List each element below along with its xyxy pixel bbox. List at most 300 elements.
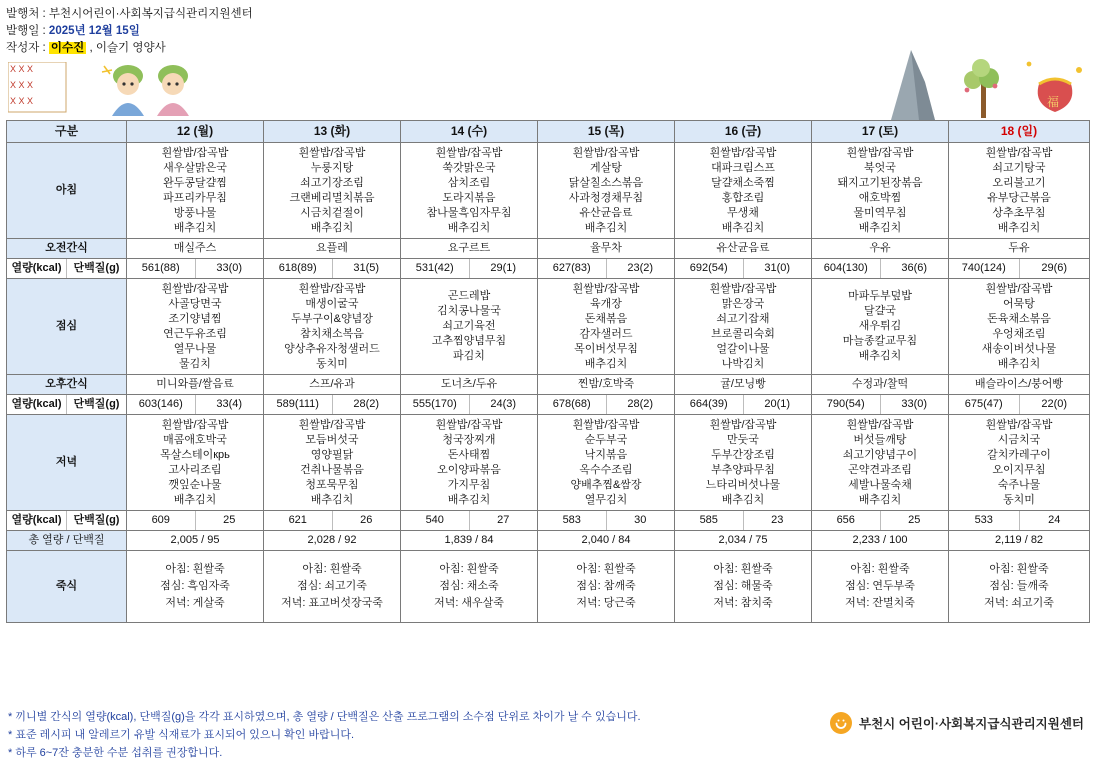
menu-line: 고사리조림	[168, 463, 222, 476]
afternoon-snack-day-2: 도너츠/두유	[401, 375, 538, 395]
porridge-day-2	[401, 551, 538, 623]
morning-snack-day-5: 우유	[812, 239, 949, 259]
header-day-2: 14 (수)	[401, 121, 538, 143]
menu-line: 무생채	[727, 206, 759, 219]
energy-value: 609	[127, 511, 196, 530]
menu-line: 돈채볶음	[584, 312, 628, 325]
afternoon-snack-day-3: 찐밤/호박죽	[538, 375, 675, 395]
dinner-day-6	[949, 415, 1090, 511]
menu-line: 배추김치	[310, 493, 354, 506]
menu-line: 양상추유자청샐러드	[284, 342, 380, 355]
lunch-nutrition-day-0	[127, 395, 264, 415]
energy-value: 604(130)	[812, 259, 881, 278]
menu-line: 저녁: 잔멸치죽	[845, 597, 915, 609]
menu-line: 도라지볶음	[442, 191, 496, 204]
menu-line: 방풍나물	[173, 206, 217, 219]
menu-line: 배추김치	[310, 221, 354, 234]
children-illustration	[8, 62, 228, 118]
total-day-6: 2,119 / 82	[949, 531, 1090, 551]
menu-line: 점심: 참깨죽	[576, 580, 636, 592]
dinner-day-3	[538, 415, 675, 511]
menu-line: 건취나물볶음	[300, 463, 364, 476]
total-day-1: 2,028 / 92	[264, 531, 401, 551]
menu-line: 감자샐러드	[579, 327, 633, 340]
total-day-0: 2,005 / 95	[127, 531, 264, 551]
menu-line: 사골당면국	[168, 297, 222, 310]
breakfast-nutrition-day-5	[812, 259, 949, 279]
protein-value: 33(0)	[216, 262, 243, 274]
kcal-label-energy: 열량(kcal)	[7, 259, 67, 278]
menu-line: 매콤애호박국	[163, 433, 227, 446]
kcal-label-protein: 단백질(g)	[73, 262, 120, 274]
issuer-author-rest: , 이슬기 영양사	[89, 42, 166, 54]
lunch-day-6	[949, 279, 1090, 375]
menu-line: 흰쌀밥/잡곡밥	[985, 146, 1053, 159]
menu-line: 아침: 흰쌀죽	[165, 563, 225, 575]
porridge-day-3	[538, 551, 675, 623]
issuer-author-highlight: 이수진	[50, 42, 85, 54]
menu-line: 모듬버섯국	[305, 433, 359, 446]
breakfast-day-1	[264, 143, 401, 239]
menu-line: 나박김치	[721, 357, 765, 370]
breakfast-nutrition-day-1	[264, 259, 401, 279]
smile-icon	[830, 712, 852, 734]
porridge-row	[7, 551, 1090, 623]
dinner-nutrition-day-5	[812, 511, 949, 531]
menu-line: 파김치	[453, 350, 485, 362]
organization-name: 부천시 어린이·사회복지급식관리지원센터	[859, 717, 1084, 731]
protein-value: 29(6)	[1041, 262, 1068, 274]
menu-line: 상추초무침	[992, 206, 1046, 219]
menu-line: 오이양파볶음	[437, 463, 501, 476]
menu-line: 쇠고기양념구이	[842, 448, 918, 461]
menu-line: 연근두유조림	[163, 327, 227, 340]
breakfast-day-0	[127, 143, 264, 239]
header-day-3: 15 (목)	[538, 121, 675, 143]
dinner-row	[7, 415, 1090, 511]
menu-line: 물김치	[179, 357, 211, 370]
menu-line: 아침: 흰쌀죽	[989, 563, 1049, 575]
protein-value: 30	[634, 514, 647, 526]
porridge-day-0	[127, 551, 264, 623]
svg-text:福: 福	[1047, 95, 1060, 109]
total-row	[7, 531, 1090, 551]
menu-line: 두부구이&양념장	[291, 312, 373, 325]
menu-line: 흰쌀밥/잡곡밥	[435, 146, 503, 159]
page-footer	[8, 708, 1088, 762]
menu-line: 배추김치	[584, 221, 628, 234]
menu-line: 아침: 흰쌀죽	[850, 563, 910, 575]
row-label-lunch: 점심	[7, 279, 127, 375]
menu-line: 흰쌀밥/잡곡밥	[298, 146, 366, 159]
menu-line: 숙주나물	[997, 478, 1041, 491]
kcal-label-energy-lunch: 열량(kcal)	[7, 395, 67, 414]
protein-value: 29(1)	[490, 262, 517, 274]
issuer-date-label: 발행일 :	[6, 25, 46, 37]
lunch-nutrition-row	[7, 395, 1090, 415]
menu-line: 세발나물숙채	[848, 478, 912, 491]
menu-line: 흰쌀밥/잡곡밥	[846, 418, 914, 431]
menu-line: 저녁: 게살죽	[165, 597, 225, 609]
total-day-3: 2,040 / 84	[538, 531, 675, 551]
lunch-nutrition-day-5	[812, 395, 949, 415]
menu-line: 옥수수조림	[579, 463, 633, 476]
issuer-info	[6, 6, 253, 57]
menu-line: 우엉채조림	[992, 327, 1046, 340]
issuer-publisher-label: 발행처 :	[6, 8, 46, 20]
menu-line: 오이지무침	[992, 463, 1046, 476]
energy-value: 585	[675, 511, 744, 530]
menu-line: 고추찜양념무침	[431, 335, 507, 347]
lunch-nutrition-day-1	[264, 395, 401, 415]
table-header-row	[7, 121, 1090, 143]
menu-line: 배추김치	[721, 493, 765, 506]
menu-line: 마늘종칼교무침	[842, 335, 918, 347]
dinner-nutrition-day-2	[401, 511, 538, 531]
menu-line: 새우살맑은국	[163, 161, 227, 174]
menu-line: 점심: 채소죽	[439, 580, 499, 592]
lunch-day-5	[812, 279, 949, 375]
menu-line: 저녁: 새우살죽	[434, 597, 504, 609]
menu-line: 목살스테이крь	[160, 448, 230, 461]
afternoon-snack-row	[7, 375, 1090, 395]
menu-line: 대파크림스프	[711, 161, 775, 174]
menu-line: 육개장	[590, 297, 622, 310]
porridge-day-1	[264, 551, 401, 623]
menu-line: 열무김치	[584, 493, 628, 506]
menu-line: 물미역무침	[853, 206, 907, 219]
protein-value: 36(6)	[901, 262, 928, 274]
breakfast-day-5	[812, 143, 949, 239]
protein-value: 31(0)	[764, 262, 791, 274]
breakfast-nutrition-day-3	[538, 259, 675, 279]
menu-line: 동치미	[316, 357, 348, 370]
energy-value: 589(111)	[264, 395, 333, 414]
protein-value: 33(0)	[901, 398, 928, 410]
dinner-day-1	[264, 415, 401, 511]
menu-line: 저녁: 참치죽	[713, 597, 773, 609]
new-year-illustration	[889, 34, 1089, 120]
energy-value: 664(39)	[675, 395, 744, 414]
dinner-nutrition-day-1	[264, 511, 401, 531]
breakfast-row	[7, 143, 1090, 239]
header-day-0: 12 (월)	[127, 121, 264, 143]
breakfast-nutrition-day-6	[949, 259, 1090, 279]
menu-line: 흰쌀밥/잡곡밥	[709, 146, 777, 159]
menu-line: 새우튀김	[858, 320, 902, 332]
menu-line: 달걀국	[864, 305, 896, 317]
protein-value: 25	[223, 514, 236, 526]
menu-line: 배추김치	[858, 350, 902, 362]
menu-line: 시금치국	[997, 433, 1041, 446]
energy-value: 678(68)	[538, 395, 607, 414]
breakfast-day-2	[401, 143, 538, 239]
energy-value: 603(146)	[127, 395, 196, 414]
afternoon-snack-day-6: 배슬라이스/붕어빵	[949, 375, 1090, 395]
protein-value: 22(0)	[1041, 398, 1068, 410]
issuer-line-date	[6, 23, 253, 40]
menu-line: 동치미	[1003, 493, 1035, 506]
energy-value: 533	[949, 511, 1020, 530]
row-label-afternoon-snack: 오후간식	[7, 375, 127, 395]
menu-line: 시금치겉절이	[300, 206, 364, 219]
svg-text:X X X: X X X	[10, 64, 34, 74]
menu-line: 어묵탕	[1003, 297, 1035, 310]
row-label-kcal-dinner	[7, 511, 127, 531]
breakfast-nutrition-row	[7, 259, 1090, 279]
menu-line: 흰쌀밥/잡곡밥	[709, 418, 777, 431]
menu-line: 청국장찌개	[442, 433, 496, 446]
menu-line: 배추김치	[858, 221, 902, 234]
footer-note-1: * 끼니별 간식의 열량(kcal), 단백질(g)을 각각 표시하였으며, 총 열량 / 단백질은 산출 프로그램의 소수점 단위로 차이가 날 수 있습니다.	[8, 711, 641, 723]
footer-note-2: * 표준 레시피 내 알레르기 유발 식재료가 표시되어 있으니 확인 바랍니다.	[8, 729, 355, 741]
header-day-1: 13 (화)	[264, 121, 401, 143]
menu-line: 열무나물	[173, 342, 217, 355]
issuer-author-label: 작성자 :	[6, 42, 46, 54]
menu-line: 양배추찜&쌈장	[570, 478, 642, 491]
menu-line: 매생이굴국	[305, 297, 359, 310]
menu-line: 오리불고기	[992, 176, 1046, 189]
dinner-nutrition-day-6	[949, 511, 1090, 531]
menu-line: 청포묵무침	[305, 478, 359, 491]
dinner-day-4	[675, 415, 812, 511]
header-day-5: 17 (토)	[812, 121, 949, 143]
menu-line: 애호박찜	[858, 191, 902, 204]
menu-line: 달걀채소죽찜	[711, 176, 775, 189]
morning-snack-row	[7, 239, 1090, 259]
porridge-day-4	[675, 551, 812, 623]
menu-line: 쑥갓맑은국	[442, 161, 496, 174]
row-label-morning-snack: 오전간식	[7, 239, 127, 259]
menu-line: 새송이버섯나물	[981, 342, 1057, 355]
menu-line: 마파두부덮밥	[848, 290, 912, 302]
menu-line: 배추김치	[173, 493, 217, 506]
breakfast-day-6	[949, 143, 1090, 239]
menu-line: 닭살칠소스볶음	[568, 176, 644, 189]
weekly-menu-table	[6, 120, 1090, 623]
menu-line: 흰쌀밥/잡곡밥	[161, 282, 229, 295]
menu-line: 쇠고기잡채	[716, 312, 770, 325]
protein-value: 23	[771, 514, 784, 526]
protein-value: 33(4)	[216, 398, 243, 410]
issuer-line-publisher	[6, 6, 253, 23]
porridge-day-5	[812, 551, 949, 623]
menu-line: 배추김치	[447, 221, 491, 234]
menu-line: 얼갈이나물	[716, 342, 770, 355]
menu-line: 유부당근볶음	[987, 191, 1051, 204]
protein-value: 20(1)	[764, 398, 791, 410]
protein-value: 28(2)	[627, 398, 654, 410]
dinner-nutrition-day-0	[127, 511, 264, 531]
row-label-dinner: 저녁	[7, 415, 127, 511]
breakfast-day-4	[675, 143, 812, 239]
dinner-day-5	[812, 415, 949, 511]
menu-line: 영양필닭	[310, 448, 354, 461]
energy-value: 790(54)	[812, 395, 881, 414]
menu-line: 흰쌀밥/잡곡밥	[572, 418, 640, 431]
energy-value: 540	[401, 511, 470, 530]
menu-line: 맑은장국	[721, 297, 765, 310]
menu-line: 느타리버섯나물	[705, 478, 781, 491]
energy-value: 561(88)	[127, 259, 196, 278]
issuer-date-value: 2025년 12월 15일	[48, 25, 140, 37]
menu-line: 점심: 연두부죽	[845, 580, 915, 592]
morning-snack-day-1: 요플레	[264, 239, 401, 259]
morning-snack-day-0: 매실주스	[127, 239, 264, 259]
breakfast-nutrition-day-0	[127, 259, 264, 279]
protein-value: 24(3)	[490, 398, 517, 410]
menu-line: 완두콩달걀찜	[163, 176, 227, 189]
issuer-line-author	[6, 40, 253, 57]
dinner-nutrition-day-3	[538, 511, 675, 531]
afternoon-snack-day-1: 스프/유과	[264, 375, 401, 395]
menu-line: 저녁: 표고버섯장국죽	[281, 597, 383, 609]
menu-line: 점심: 해물죽	[713, 580, 773, 592]
menu-line: 낙지볶음	[584, 448, 628, 461]
lunch-nutrition-day-6	[949, 395, 1090, 415]
menu-line: 흰쌀밥/잡곡밥	[572, 146, 640, 159]
menu-line: 흰쌀밥/잡곡밥	[298, 418, 366, 431]
menu-line: 저녁: 당근죽	[576, 597, 636, 609]
protein-value: 28(2)	[353, 398, 380, 410]
menu-line: 저녁: 쇠고기죽	[984, 597, 1054, 609]
dinner-nutrition-row	[7, 511, 1090, 531]
protein-value: 23(2)	[627, 262, 654, 274]
energy-value: 675(47)	[949, 395, 1020, 414]
menu-line: 조기양념찜	[168, 312, 222, 325]
lunch-nutrition-day-2	[401, 395, 538, 415]
menu-line: 배추김치	[858, 493, 902, 506]
energy-value: 740(124)	[949, 259, 1020, 278]
total-day-5: 2,233 / 100	[812, 531, 949, 551]
menu-line: 곤드레밥	[447, 290, 491, 302]
protein-value: 27	[497, 514, 510, 526]
energy-value: 627(83)	[538, 259, 607, 278]
kcal-label-protein-lunch: 단백질(g)	[73, 398, 120, 410]
page-header	[0, 0, 1095, 120]
menu-line: 돼지고기된장볶음	[837, 176, 923, 189]
kcal-label-energy-dinner: 열량(kcal)	[7, 511, 67, 530]
dinner-nutrition-day-4	[675, 511, 812, 531]
afternoon-snack-day-0: 미니와플/쌀음료	[127, 375, 264, 395]
menu-line: 북엇국	[864, 161, 896, 174]
total-day-4: 2,034 / 75	[675, 531, 812, 551]
header-day-4: 16 (금)	[675, 121, 812, 143]
menu-line: 목이버섯무침	[574, 342, 638, 355]
menu-line: 배추김치	[997, 221, 1041, 234]
menu-line: 배추김치	[997, 357, 1041, 370]
row-label-breakfast: 아침	[7, 143, 127, 239]
energy-value: 692(54)	[675, 259, 744, 278]
afternoon-snack-day-4: 귤/모닝빵	[675, 375, 812, 395]
menu-line: 쇠고기육전	[442, 320, 496, 332]
menu-line: 쇠고기탕국	[992, 161, 1046, 174]
menu-line: 가지무침	[447, 478, 491, 491]
menu-line: 크랜베리멸치볶음	[289, 191, 375, 204]
menu-line: 배추김치	[447, 493, 491, 506]
menu-line: 배추김치	[721, 221, 765, 234]
footer-note-3: * 하루 6~7잔 충분한 수분 섭취를 권장합니다.	[8, 747, 223, 759]
morning-snack-day-6: 두유	[949, 239, 1090, 259]
porridge-day-6	[949, 551, 1090, 623]
menu-line: 흰쌀밥/잡곡밥	[435, 418, 503, 431]
menu-line: 흰쌀밥/잡곡밥	[985, 418, 1053, 431]
menu-line: 아침: 흰쌀죽	[576, 563, 636, 575]
menu-line: 만둣국	[727, 433, 759, 446]
menu-line: 점심: 쇠고기죽	[297, 580, 367, 592]
menu-line: 누룽지탕	[310, 161, 354, 174]
row-label-kcal-breakfast	[7, 259, 127, 279]
menu-line: 게살탕	[590, 161, 622, 174]
lunch-day-4	[675, 279, 812, 375]
lunch-day-2	[401, 279, 538, 375]
menu-line: 점심: 흑임자죽	[160, 580, 230, 592]
energy-value: 656	[812, 511, 881, 530]
menu-line: 참나물흑임자무침	[426, 206, 512, 219]
menu-line: 아침: 흰쌀죽	[302, 563, 362, 575]
row-label-total: 총 열량 / 단백질	[7, 531, 127, 551]
energy-value: 555(170)	[401, 395, 470, 414]
lunch-day-0	[127, 279, 264, 375]
issuer-publisher-value: 부천시어린이·사회복지급식관리지원센터	[48, 8, 253, 20]
menu-line: 삼치조림	[447, 176, 491, 189]
menu-line: 흰쌀밥/잡곡밥	[161, 418, 229, 431]
svg-text:X X X: X X X	[10, 96, 34, 106]
breakfast-nutrition-day-2	[401, 259, 538, 279]
dinner-day-2	[401, 415, 538, 511]
menu-line: 사과청경채무침	[568, 191, 644, 204]
menu-line: 돈사태찜	[447, 448, 491, 461]
menu-line: 아침: 흰쌀죽	[439, 563, 499, 575]
menu-line: 브로콜리숙회	[711, 327, 775, 340]
menu-line: 유산균음료	[579, 206, 633, 219]
energy-value: 583	[538, 511, 607, 530]
menu-line: 흰쌀밥/잡곡밥	[846, 146, 914, 159]
energy-value: 618(89)	[264, 259, 333, 278]
header-category: 구분	[7, 121, 127, 143]
menu-line: 곤약견과조림	[848, 463, 912, 476]
lunch-nutrition-day-4	[675, 395, 812, 415]
menu-line: 파프리카무침	[163, 191, 227, 204]
menu-line: 흰쌀밥/잡곡밥	[709, 282, 777, 295]
menu-line: 돈육채소볶음	[987, 312, 1051, 325]
menu-line: 배추김치	[584, 357, 628, 370]
menu-line: 쇠고기장조림	[300, 176, 364, 189]
menu-line: 점심: 들깨죽	[989, 580, 1049, 592]
menu-line: 부추양파무침	[711, 463, 775, 476]
energy-value: 531(42)	[401, 259, 470, 278]
afternoon-snack-day-5: 수정과/찰떡	[812, 375, 949, 395]
menu-line: 홍합조림	[721, 191, 765, 204]
menu-line: 갈치카레구이	[987, 448, 1051, 461]
lunch-row	[7, 279, 1090, 375]
total-day-2: 1,839 / 84	[401, 531, 538, 551]
organization-logo	[830, 712, 1084, 734]
dinner-day-0	[127, 415, 264, 511]
breakfast-day-3	[538, 143, 675, 239]
protein-value: 24	[1048, 514, 1061, 526]
protein-value: 25	[908, 514, 921, 526]
menu-line: 김치콩나물국	[437, 305, 501, 317]
lunch-day-1	[264, 279, 401, 375]
morning-snack-day-3: 율무차	[538, 239, 675, 259]
menu-line: 순두부국	[584, 433, 628, 446]
breakfast-nutrition-day-4	[675, 259, 812, 279]
row-label-porridge: 죽식	[7, 551, 127, 623]
kcal-label-protein-dinner: 단백질(g)	[73, 514, 120, 526]
menu-line: 흰쌀밥/잡곡밥	[298, 282, 366, 295]
energy-value: 621	[264, 511, 333, 530]
